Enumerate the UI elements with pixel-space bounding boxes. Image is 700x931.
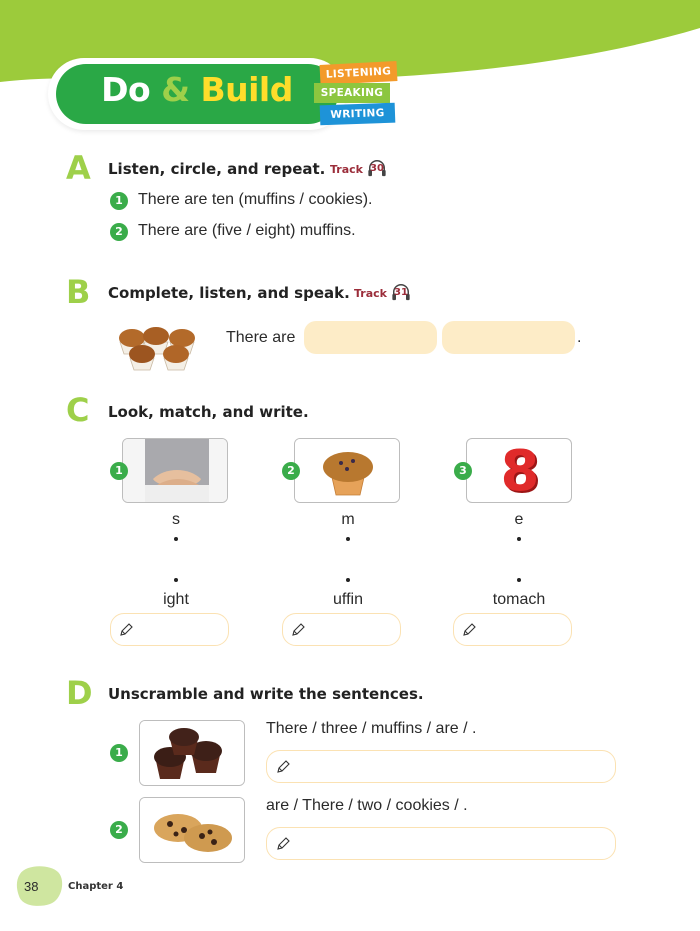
item-number-c2: 2 [282, 462, 300, 480]
match-dot-top-2[interactable] [346, 537, 350, 541]
section-letter-c: C [66, 391, 90, 429]
match-bottom-tomach: tomach [492, 591, 546, 608]
stomach-picture [122, 438, 228, 503]
pencil-icon [291, 623, 305, 637]
track-label: Track [330, 162, 363, 176]
write-box-d1[interactable] [266, 750, 616, 783]
skill-tag-writing: WRITING [320, 103, 396, 126]
write-box-c3[interactable] [453, 613, 572, 646]
match-bottom-uffin: uffin [333, 591, 363, 608]
item-number-a2: 2 [110, 223, 128, 241]
two-cookies-picture [139, 797, 245, 863]
page-title [56, 70, 338, 109]
title-do: Do [101, 70, 151, 109]
sentence-a1[interactable]: There are ten (muffins / cookies). [138, 191, 373, 208]
match-dot-top-3[interactable] [517, 537, 521, 541]
item-number-c1: 1 [110, 462, 128, 480]
three-muffins-picture [139, 720, 245, 786]
skill-tag-speaking: SPEAKING [314, 83, 390, 103]
match-top-e: e [514, 511, 524, 528]
headphones-icon [366, 158, 388, 180]
sentence-period: . [577, 329, 582, 346]
blank-noun[interactable] [442, 321, 575, 354]
match-dot-top-1[interactable] [174, 537, 178, 541]
page-number: 38 [24, 879, 39, 894]
item-number-c3: 3 [454, 462, 472, 480]
blank-number[interactable] [304, 321, 437, 354]
title-build: Build [200, 70, 293, 109]
pencil-icon [119, 623, 133, 637]
skill-tag-listening: LISTENING [320, 61, 398, 85]
section-letter-d: D [66, 674, 93, 712]
track-30[interactable] [330, 158, 388, 180]
section-b-title: Complete, listen, and speak. [108, 284, 350, 302]
track-label: Track [354, 286, 387, 300]
match-bottom-ight: ight [163, 591, 189, 608]
match-top-s: s [172, 511, 180, 528]
track-number: 30 [370, 163, 384, 174]
chapter-label: Chapter 4 [68, 881, 124, 892]
number-eight-glyph: 8 [500, 439, 540, 503]
pencil-icon [462, 623, 476, 637]
section-a-title: Listen, circle, and repeat. [108, 160, 326, 178]
section-letter-a: A [66, 149, 91, 187]
sentence-a2[interactable]: There are (five / eight) muffins. [138, 222, 356, 239]
item-number-d1: 1 [110, 744, 128, 762]
match-dot-bottom-3[interactable] [517, 578, 521, 582]
match-dot-bottom-2[interactable] [346, 578, 350, 582]
match-top-m: m [341, 511, 355, 528]
headphones-icon [390, 282, 412, 304]
pencil-icon [276, 837, 290, 851]
eight-picture [466, 438, 572, 503]
track-31[interactable] [354, 282, 412, 304]
scrambled-sentence-2: are / There / two / cookies / . [266, 797, 468, 814]
pencil-icon [276, 760, 290, 774]
section-letter-b: B [66, 273, 91, 311]
track-number: 31 [394, 287, 408, 298]
match-dot-bottom-1[interactable] [174, 578, 178, 582]
five-muffins-image [114, 320, 204, 372]
section-c-title: Look, match, and write. [108, 403, 309, 421]
title-amp: & [161, 70, 190, 109]
muffin-picture [294, 438, 400, 503]
write-box-d2[interactable] [266, 827, 616, 860]
sentence-start: There are [226, 329, 296, 346]
item-number-d2: 2 [110, 821, 128, 839]
write-box-c1[interactable] [110, 613, 229, 646]
section-d-title: Unscramble and write the sentences. [108, 685, 424, 703]
scrambled-sentence-1: There / three / muffins / are / . [266, 720, 477, 737]
write-box-c2[interactable] [282, 613, 401, 646]
item-number-a1: 1 [110, 192, 128, 210]
